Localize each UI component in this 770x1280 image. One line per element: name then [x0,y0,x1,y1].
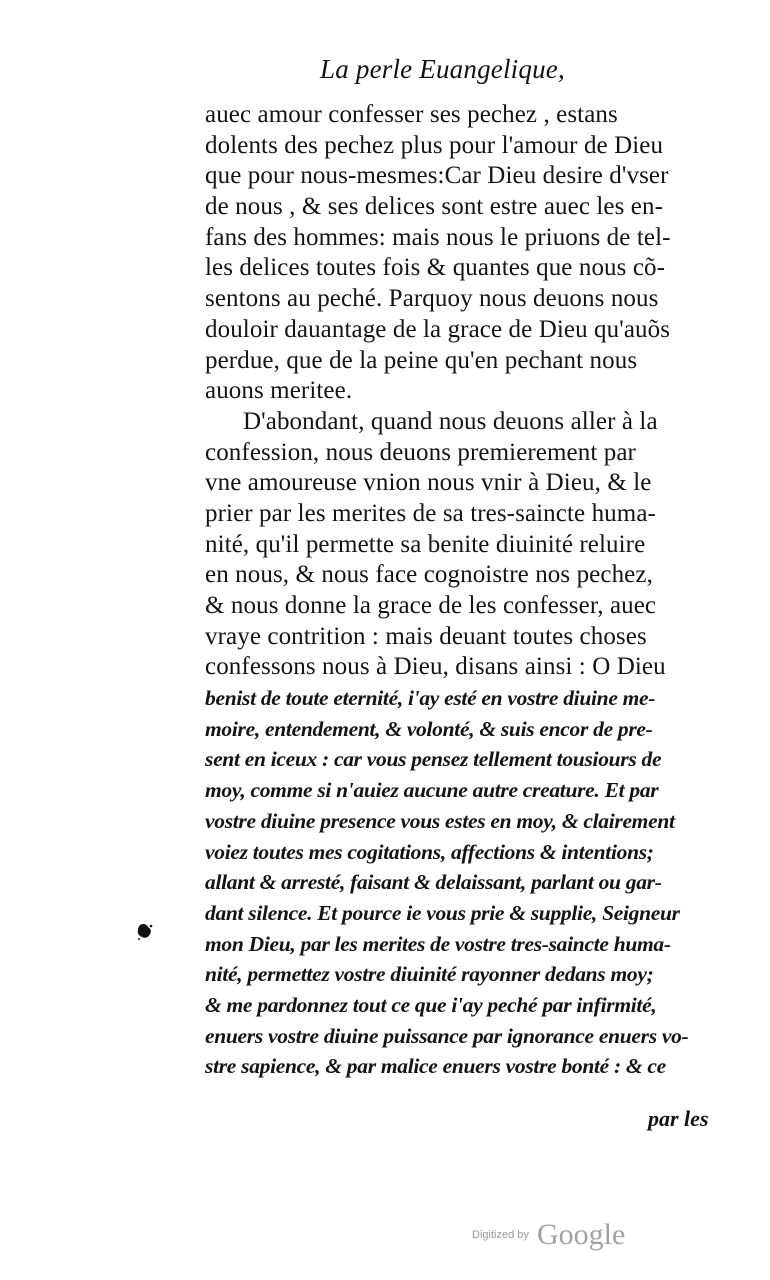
text-line: & me pardonnez tout ce que i'ay peché par infirmité, [205,992,657,1017]
catchword: par les [648,1106,709,1131]
text-line: de nous , & ses delices sont estre auec les en- [205,193,664,221]
text-line: sentons au peché. Parquoy nous deuons nous [205,285,659,313]
text-line: que pour nous-mesmes:Car Dieu desire d'vser [205,162,669,190]
text-line: enuers vostre diuine puissance par ignorance enuers vo- [205,1023,689,1048]
text-line: vne amoureuse vnion nous vnir à Dieu, & le [205,469,652,497]
text-line: moy, comme si n'auiez aucune autre creature. Et par [205,778,659,803]
text-line: confessons nous à Dieu, disans ainsi : O Dieu [205,653,666,681]
watermark-prefix: Digitized by [472,1229,529,1241]
google-logo: Google [536,1218,626,1251]
google-digitized-watermark [472,1218,625,1252]
text-line: confession, nous deuons premierement par [205,438,636,466]
text-line: & nous donne la grace de les confesser, auec [205,592,657,619]
text-line: dolents des pechez plus pour l'amour de Dieu [205,131,664,159]
text-line: mon Dieu, par les merites de vostre tres-saincte huma- [205,931,671,956]
text-line: stre sapience, & par malice enuers vostre bonté : & ce [205,1054,666,1079]
text-line: voiez toutes mes cogitations, affections & intentions; [205,839,654,864]
text-line: auons meritee. [205,377,353,405]
text-line: nité, qu'il permette sa benite diuinité reluire [205,530,646,558]
text-line: dant silence. Et pource ie vous prie & supplie, Seigneur [205,900,680,925]
text-line: perdue, que de la peine qu'en pechant nous [205,346,638,374]
text-line: vraye contrition : mais deuant toutes choses [205,622,647,650]
text-line: douloir dauantage de la grace de Dieu qu'auõs [205,315,671,343]
text-line: fans des hommes: mais nous le priuons de tel- [205,223,671,251]
text-line: D'abondant, quand nous deuons aller à la [243,407,658,435]
running-head: La perle Euangelique, [320,54,565,84]
ink-blot-mark [136,922,154,942]
text-line: en nous, & nous face cognoistre nos pechez, [205,561,653,589]
text-line: prier par les merites de sa tres-saincte huma- [205,499,656,527]
text-block [205,100,725,1082]
text-line: auec amour confesser ses pechez , estans [205,101,618,128]
text-line: moire, entendement, & volonté, & suis encor de pre- [205,716,653,741]
text-line: les delices toutes fois & quantes que nous cõ- [205,254,666,282]
text-line: allant & arresté, faisant & delaissant, parlant ou gar- [205,870,662,895]
text-line: sent en iceux : car vous pensez tellement tousiours de [205,747,662,772]
text-line: benist de toute eternité, i'ay esté en vostre diuine me- [205,686,656,711]
text-line: vostre diuine presence vous estes en moy, & clairement [205,808,675,833]
text-line: nité, permettez vostre diuinité rayonner dedans moy; [205,962,654,987]
